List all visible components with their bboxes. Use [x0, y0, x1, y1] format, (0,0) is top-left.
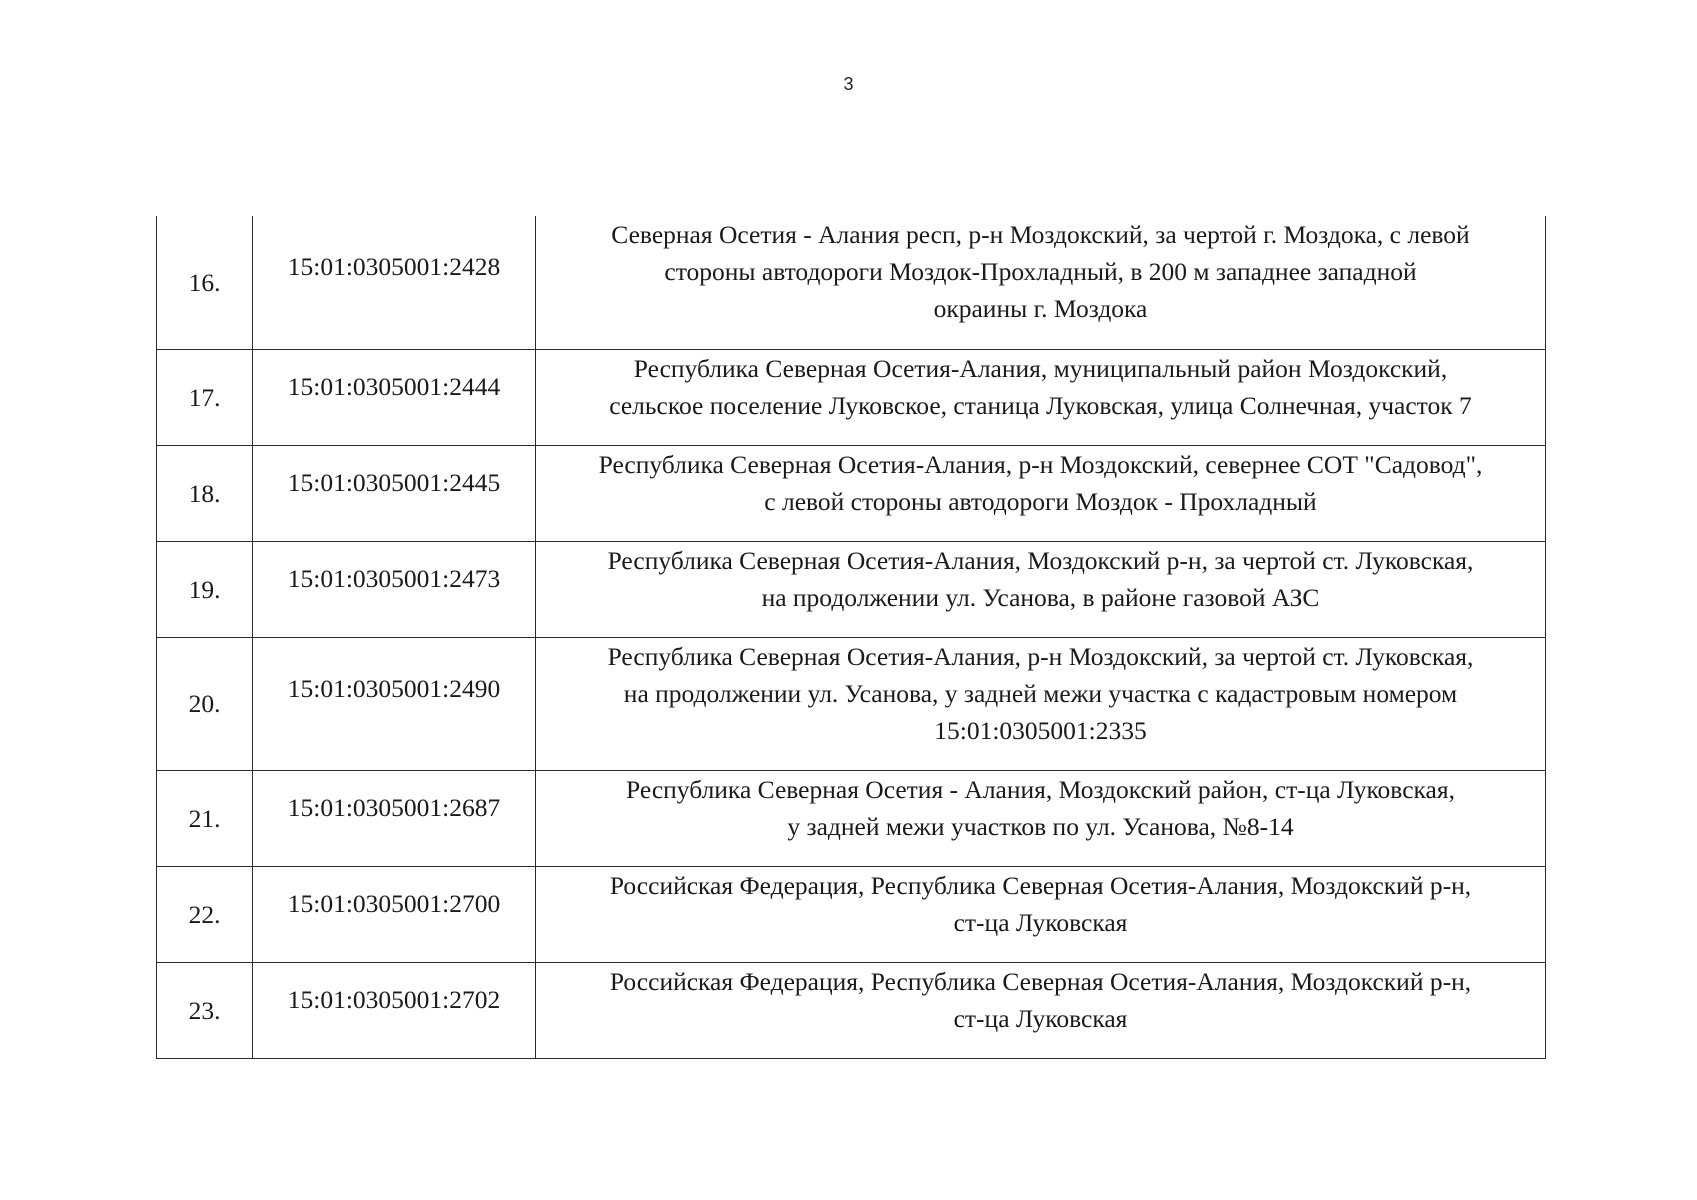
address-cell: [536, 445, 1546, 541]
row-number: 18.: [157, 445, 253, 541]
address-line: Республика Северная Осетия-Алания, р-н Моздокский, севернее СОТ "Садовод",: [598, 449, 1483, 479]
table-row: [157, 637, 1546, 770]
address-line: Республика Северная Осетия-Алания, Моздокский р-н, за чертой ст. Луковская,: [607, 545, 1474, 575]
address-line: у задней межи участков по ул. Усанова, №8-14: [787, 811, 1294, 841]
address-line: ст-ца Луковская: [953, 907, 1128, 937]
address-line: Республика Северная Осетия - Алания, Моздокский район, ст-ца Луковская,: [626, 774, 1455, 804]
table-row: [157, 349, 1546, 445]
address-line: сельское поселение Луковское, станица Луковская, улица Солнечная, участок 7: [609, 390, 1472, 420]
address-line: на продолжении ул. Усанова, в районе газовой АЗС: [761, 582, 1320, 612]
row-number: 16.: [157, 216, 253, 349]
cadastral-number: 15:01:0305001:2445: [253, 445, 536, 541]
table-row: [157, 445, 1546, 541]
address-line: Российская Федерация, Республика Северная Осетия-Алания, Моздокский р-н,: [609, 966, 1472, 996]
address-line: с левой стороны автодороги Моздок - Прохладный: [764, 486, 1317, 516]
land-plot-table: [156, 216, 1546, 1059]
row-number: 19.: [157, 541, 253, 637]
table-row: [157, 770, 1546, 866]
row-number: 23.: [157, 962, 253, 1058]
address-cell: [536, 770, 1546, 866]
address-line: 15:01:0305001:2335: [934, 715, 1147, 745]
address-cell: [536, 541, 1546, 637]
cadastral-number: 15:01:0305001:2444: [253, 349, 536, 445]
table-row: [157, 962, 1546, 1058]
address-cell: [536, 216, 1546, 349]
table-row: [157, 216, 1546, 349]
address-cell: [536, 637, 1546, 770]
address-cell: [536, 866, 1546, 962]
cadastral-number: 15:01:0305001:2490: [253, 637, 536, 770]
address-line: Республика Северная Осетия-Алания, р-н Моздокский, за чертой ст. Луковская,: [607, 641, 1474, 671]
address-line: на продолжении ул. Усанова, у задней межи участка с кадастровым номером: [623, 678, 1458, 708]
address-line: стороны автодороги Моздок-Прохладный, в 200 м западнее западной: [664, 257, 1417, 286]
row-number: 17.: [157, 349, 253, 445]
table-row: [157, 541, 1546, 637]
address-line: Северная Осетия - Алания респ, р-н Моздокский, за чертой г. Моздока, с левой: [611, 220, 1470, 249]
cadastral-number: 15:01:0305001:2687: [253, 770, 536, 866]
page-number: 3: [843, 74, 854, 94]
address-cell: [536, 349, 1546, 445]
cadastral-number: 15:01:0305001:2702: [253, 962, 536, 1058]
cadastral-number: 15:01:0305001:2700: [253, 866, 536, 962]
row-number: 20.: [157, 637, 253, 770]
row-number: 21.: [157, 770, 253, 866]
cadastral-number: 15:01:0305001:2428: [253, 216, 536, 349]
row-number: 22.: [157, 866, 253, 962]
address-cell: [536, 962, 1546, 1058]
cadastral-number: 15:01:0305001:2473: [253, 541, 536, 637]
address-line: Республика Северная Осетия-Алания, муниципальный район Моздокский,: [633, 353, 1448, 383]
table-row: [157, 866, 1546, 962]
address-line: окраины г. Моздока: [933, 294, 1148, 323]
address-line: ст-ца Луковская: [953, 1003, 1128, 1033]
address-line: Российская Федерация, Республика Северная Осетия-Алания, Моздокский р-н,: [609, 870, 1472, 900]
